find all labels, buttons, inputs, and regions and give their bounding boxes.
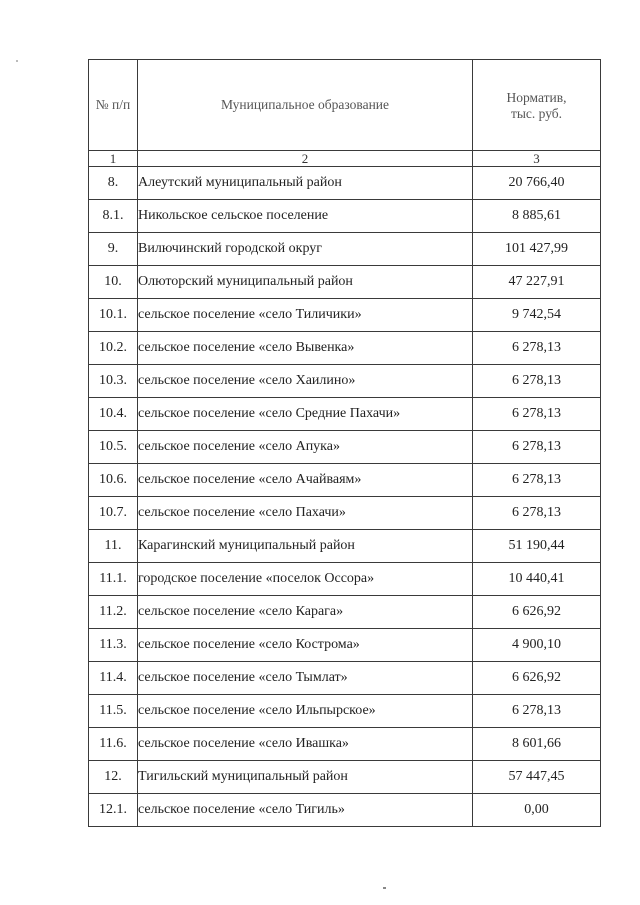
row-norm-value: 6 278,13 bbox=[473, 431, 601, 464]
row-norm-value: 6 278,13 bbox=[473, 365, 601, 398]
row-municipality: сельское поселение «село Вывенка» bbox=[138, 332, 473, 365]
row-number: 10. bbox=[89, 266, 138, 299]
column-number-row bbox=[89, 151, 601, 167]
row-norm-value: 6 278,13 bbox=[473, 464, 601, 497]
row-municipality: сельское поселение «село Тымлат» bbox=[138, 662, 473, 695]
row-number: 10.7. bbox=[89, 497, 138, 530]
column-number: 1 bbox=[89, 151, 138, 167]
row-municipality: Тигильский муниципальный район bbox=[138, 761, 473, 794]
row-municipality: сельское поселение «село Ильпырское» bbox=[138, 695, 473, 728]
row-number: 10.4. bbox=[89, 398, 138, 431]
row-municipality: Вилючинский городской округ bbox=[138, 233, 473, 266]
row-number: 11.1. bbox=[89, 563, 138, 596]
row-municipality: Алеутский муниципальный район bbox=[138, 167, 473, 200]
row-number: 9. bbox=[89, 233, 138, 266]
row-norm-value: 9 742,54 bbox=[473, 299, 601, 332]
row-municipality: сельское поселение «село Ивашка» bbox=[138, 728, 473, 761]
row-municipality: сельское поселение «село Кострома» bbox=[138, 629, 473, 662]
row-norm-value: 8 885,61 bbox=[473, 200, 601, 233]
table-row bbox=[89, 398, 601, 431]
row-norm-value: 101 427,99 bbox=[473, 233, 601, 266]
row-municipality: сельское поселение «село Карага» bbox=[138, 596, 473, 629]
row-number: 8.1. bbox=[89, 200, 138, 233]
table-row bbox=[89, 563, 601, 596]
row-municipality: сельское поселение «село Тиличики» bbox=[138, 299, 473, 332]
table-row bbox=[89, 695, 601, 728]
table-row bbox=[89, 167, 601, 200]
table-row bbox=[89, 530, 601, 563]
row-norm-value: 6 278,13 bbox=[473, 497, 601, 530]
row-number: 12. bbox=[89, 761, 138, 794]
column-number: 3 bbox=[473, 151, 601, 167]
table-row bbox=[89, 266, 601, 299]
table-row bbox=[89, 728, 601, 761]
row-number: 11.4. bbox=[89, 662, 138, 695]
row-municipality: городское поселение «поселок Оссора» bbox=[138, 563, 473, 596]
row-municipality: Олюторский муниципальный район bbox=[138, 266, 473, 299]
row-number: 12.1. bbox=[89, 794, 138, 827]
row-norm-value: 6 626,92 bbox=[473, 596, 601, 629]
table-row bbox=[89, 233, 601, 266]
table-row bbox=[89, 431, 601, 464]
row-norm-value: 51 190,44 bbox=[473, 530, 601, 563]
row-number: 10.1. bbox=[89, 299, 138, 332]
row-number: 11.3. bbox=[89, 629, 138, 662]
row-municipality: Никольское сельское поселение bbox=[138, 200, 473, 233]
row-norm-value: 57 447,45 bbox=[473, 761, 601, 794]
table-row bbox=[89, 299, 601, 332]
row-number: 11.5. bbox=[89, 695, 138, 728]
row-norm-value: 6 278,13 bbox=[473, 332, 601, 365]
table-row bbox=[89, 497, 601, 530]
row-municipality: сельское поселение «село Средние Пахачи» bbox=[138, 398, 473, 431]
row-municipality: сельское поселение «село Пахачи» bbox=[138, 497, 473, 530]
table-row bbox=[89, 629, 601, 662]
table-row bbox=[89, 365, 601, 398]
header-norm-line1: Норматив, bbox=[506, 90, 567, 105]
row-norm-value: 10 440,41 bbox=[473, 563, 601, 596]
row-number: 11.2. bbox=[89, 596, 138, 629]
row-norm-value: 47 227,91 bbox=[473, 266, 601, 299]
row-number: 10.2. bbox=[89, 332, 138, 365]
row-norm-value: 6 278,13 bbox=[473, 398, 601, 431]
row-number: 10.6. bbox=[89, 464, 138, 497]
table-row bbox=[89, 794, 601, 827]
header-row bbox=[89, 60, 601, 151]
row-norm-value: 8 601,66 bbox=[473, 728, 601, 761]
row-number: 10.3. bbox=[89, 365, 138, 398]
scan-speck bbox=[16, 60, 18, 62]
table-row bbox=[89, 761, 601, 794]
row-norm-value: 20 766,40 bbox=[473, 167, 601, 200]
row-norm-value: 4 900,10 bbox=[473, 629, 601, 662]
column-number: 2 bbox=[138, 151, 473, 167]
norms-table bbox=[88, 59, 601, 827]
row-number: 8. bbox=[89, 167, 138, 200]
table-row bbox=[89, 596, 601, 629]
header-num: № п/п bbox=[89, 60, 138, 151]
row-norm-value: 6 626,92 bbox=[473, 662, 601, 695]
table-row bbox=[89, 464, 601, 497]
row-municipality: сельское поселение «село Апука» bbox=[138, 431, 473, 464]
row-norm-value: 6 278,13 bbox=[473, 695, 601, 728]
row-municipality: сельское поселение «село Ачайваям» bbox=[138, 464, 473, 497]
row-municipality: сельское поселение «село Хаилино» bbox=[138, 365, 473, 398]
table-row bbox=[89, 332, 601, 365]
row-municipality: Карагинский муниципальный район bbox=[138, 530, 473, 563]
header-norm-line2: тыс. руб. bbox=[510, 106, 563, 121]
header-norm bbox=[473, 60, 601, 151]
table-row bbox=[89, 662, 601, 695]
row-municipality: сельское поселение «село Тигиль» bbox=[138, 794, 473, 827]
row-number: 11.6. bbox=[89, 728, 138, 761]
header-municipality: Муниципальное образование bbox=[138, 60, 473, 151]
row-norm-value: 0,00 bbox=[473, 794, 601, 827]
scan-speck bbox=[383, 887, 386, 889]
row-number: 10.5. bbox=[89, 431, 138, 464]
table-row bbox=[89, 200, 601, 233]
row-number: 11. bbox=[89, 530, 138, 563]
